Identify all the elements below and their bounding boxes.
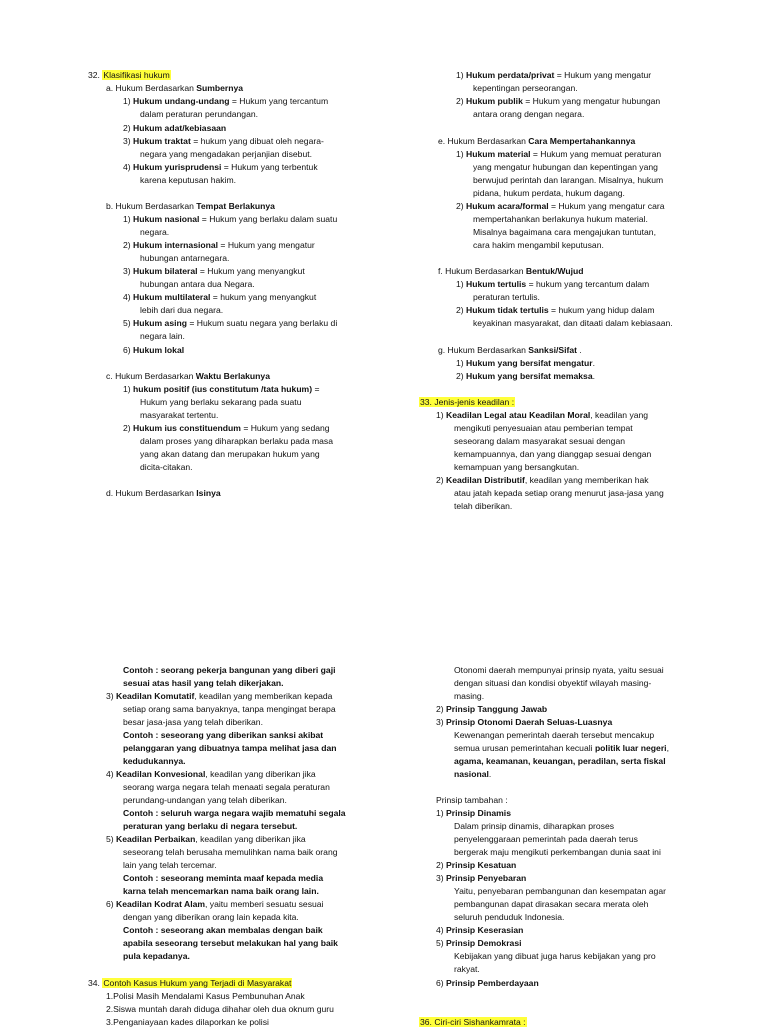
text-line [456,148,661,160]
bold-term: Contoh : seseorang yang diberikan sanksi akibat [123,730,324,740]
bold-term: Hukum tidak tertulis [466,305,549,315]
text-run: Dalam prinsip dinamis, diharapkan proses [454,821,615,831]
text-run: 3) [436,717,447,727]
text-run: peraturan tertulis. [473,292,540,302]
text-line [473,174,663,186]
text-line [473,82,578,94]
text-run: 5) [436,938,447,948]
text-run: 5) [106,834,117,844]
text-run: seseorang telah berusaha memulihkan nama baik orang [123,847,338,857]
highlighted-heading: Klasifikasi hukum [103,70,170,80]
bold-term: Keadilan Komutatif [116,691,195,701]
text-run: masing. [454,691,485,701]
text-run: = Hukum yang mengatur hubungan [522,96,661,106]
text-run: hubungan antara dua Negara. [140,279,255,289]
text-run: 1) [123,214,134,224]
text-run: a. Hukum Berdasarkan [106,83,197,93]
text-run: 2) [123,423,134,433]
text-run: . [577,345,582,355]
text-line [123,716,263,728]
highlighted-heading: 33. Jenis-jenis keadilan : [420,397,515,407]
bold-term: kedudukannya. [123,756,186,766]
text-line [123,422,330,434]
text-line [473,213,648,225]
text-line [454,690,484,702]
text-run: 6) [106,899,117,909]
text-run: penyelenggaraan pemerintah pada daerah terus [454,834,638,844]
text-run: Otonomi daerah mempunyai prinsip nyata, yaitu sesuai [454,665,664,675]
text-line [123,924,323,936]
text-line [123,122,226,134]
text-line [106,487,221,499]
text-line [123,859,217,871]
text-run: g. Hukum Berdasarkan [438,345,529,355]
text-run: Misalnya bagaimana cara mengajukan tuntutan, [473,227,656,237]
text-line [88,69,171,81]
text-line [456,370,595,382]
bold-term: pelanggaran yang dibuatnya tampa melihat jasa dan [123,743,337,753]
text-run: 34. [88,978,103,988]
bold-term: Contoh : seorang pekerja bangunan yang diberi gaji [123,665,336,675]
text-run: 1) [123,384,134,394]
text-run: 1) [456,279,467,289]
text-run: masyarakat tertentu. [140,410,219,420]
text-line [123,703,336,715]
bold-term: Keadilan Kodrat Alam [116,899,206,909]
text-line [454,487,664,499]
text-line [436,937,522,949]
bold-term: peraturan yang berlaku di negara tersebut. [123,821,298,831]
text-line [436,794,508,806]
text-line [123,846,338,858]
text-run: besar jasa-jasa yang telah diberikan. [123,717,263,727]
text-line [123,95,328,107]
text-line [140,148,312,160]
text-run: , keadilan yang [590,410,649,420]
bold-term: Hukum traktat [133,136,191,146]
bold-term: Prinsip Pemberdayaan [446,978,539,988]
highlighted-heading: 36. Ciri-ciri Sishankamrata : [420,1017,526,1027]
bold-term: politik luar negeri [594,743,667,753]
text-line [456,69,651,81]
text-line [454,500,512,512]
bold-term: hukum positif (ius constitutum /tata hukum) [133,384,313,394]
text-run: dengan yang diberikan orang lain kepada kita. [123,912,299,922]
bold-term: nasional [454,769,489,779]
text-line [456,278,649,290]
text-run: rakyat. [454,964,480,974]
text-run: 1) [436,410,447,420]
bold-term: Hukum asing [133,318,187,328]
text-run: e. Hukum Berdasarkan [438,136,529,146]
text-run: negara lain. [140,331,185,341]
text-line [106,898,323,910]
text-line [456,95,660,107]
text-line [436,977,539,989]
text-line [106,1003,334,1015]
text-line [123,742,336,754]
bold-term: Prinsip Dinamis [446,808,511,818]
text-run: 2) [456,96,467,106]
text-line [473,161,658,173]
text-line [123,317,337,329]
text-line [140,226,169,238]
text-line [106,370,270,382]
text-line [454,729,654,741]
bold-term: Hukum material [466,149,531,159]
text-line [454,898,648,910]
bold-term: Hukum undang-undang [133,96,230,106]
bold-term: Hukum multilateral [133,292,211,302]
text-run: negara. [140,227,170,237]
text-run: seseorang dalam masyarakat sesuai dengan [454,436,626,446]
text-line [140,396,301,408]
text-run: dalam proses yang diharapkan berlaku pada masa [140,436,334,446]
text-run: Kewenangan pemerintah daerah tersebut mencakup [454,730,655,740]
text-line [106,82,243,94]
text-run: karena keputusan hakim. [140,175,237,185]
text-line [140,435,333,447]
text-line [436,716,612,728]
text-line [123,135,324,147]
text-line [123,344,184,356]
text-run: 1) [456,358,467,368]
text-line [106,690,332,702]
text-run: dengan situasi dan kondisi obyektif wilayah masing- [454,678,652,688]
highlighted-heading: Contoh Kasus Hukum yang Terjadi di Masyarakat [103,978,292,988]
text-line [419,1016,527,1028]
text-run: 4) [436,925,447,935]
text-line [473,291,540,303]
bold-term: Prinsip Demokrasi [446,938,522,948]
text-run: 2) [123,123,134,133]
bold-term: Bentuk/Wujud [525,266,584,276]
text-run: b. Hukum Berdasarkan [106,201,197,211]
text-run: yang mengatur hubungan dan kepentingan yang [473,162,658,172]
text-line [454,448,651,460]
text-run: f. Hukum Berdasarkan [438,266,526,276]
text-line [454,963,480,975]
text-run: seorang warga negara telah menaati segala peraturan [123,782,330,792]
text-run: = Hukum yang memuat peraturan [530,149,662,159]
text-run: lain yang telah tercemar. [123,860,217,870]
text-run: , keadilan yang diberikan jika [195,834,306,844]
text-run: 1) [456,70,467,80]
text-run: Yaitu, penyebaran pembangunan dan kesempatan agar [454,886,666,896]
text-line [438,265,584,277]
bold-term: Hukum ius constituendum [133,423,241,433]
text-line [438,344,582,356]
text-run: 1) [436,808,447,818]
bold-term: Prinsip Otonomi Daerah Seluas-Luasnya [446,717,613,727]
bold-term: Hukum perdata/privat [466,70,555,80]
text-run: = Hukum yang menyangkut [197,266,305,276]
text-run: , keadilan yang diberikan jika [205,769,316,779]
text-line [106,1016,269,1028]
bold-term: sesuai atas hasil yang telah dikerjakan. [123,678,284,688]
text-run: Hukum yang berlaku sekarang pada suatu [140,397,302,407]
bold-term: Hukum bilateral [133,266,198,276]
text-run: 2) [456,201,467,211]
text-run: d. Hukum Berdasarkan [106,488,197,498]
bold-term: Cara Mempertahankannya [528,136,636,146]
text-line [454,885,666,897]
text-line [454,768,491,780]
text-run: 2) [123,240,134,250]
bold-term: pula kepadanya. [123,951,190,961]
text-run: = Hukum yang terbentuk [221,162,318,172]
text-run: hubungan antarnegara. [140,253,230,263]
text-run: 2) [456,305,467,315]
text-line [436,409,648,421]
text-run: 1.Polisi Masih Mendalami Kasus Pembunuhan Anak [106,991,305,1001]
text-line [123,664,336,676]
text-line [454,950,656,962]
text-run: = hukum yang hidup dalam [548,305,655,315]
text-run: mengikuti penyesuaian atau pemberian tempat [454,423,633,433]
text-line [123,729,323,741]
text-line [123,239,315,251]
text-run: 5) [123,318,134,328]
text-line [123,213,337,225]
text-line [106,990,305,1002]
text-run: 2.Siswa muntah darah diduga dihahar oleh dua oknum guru [106,1004,334,1014]
text-run: = Hukum yang sedang [240,423,330,433]
text-line [454,846,661,858]
text-line [88,977,292,989]
bold-term: Hukum internasional [133,240,219,250]
text-run: atau jatah kepada setiap orang menurut jasa-jasa yang [454,488,664,498]
text-run: . [592,371,595,381]
text-line [123,265,305,277]
text-line [436,924,523,936]
bold-term: Contoh : seseorang akan membalas dengan baik [123,925,323,935]
text-line [123,911,299,923]
text-run: = Hukum yang mengatur [218,240,315,250]
text-run: antara orang dengan negara. [473,109,585,119]
text-line [436,703,547,715]
text-line [123,291,316,303]
bold-term: Hukum publik [466,96,523,106]
text-line [123,383,319,395]
text-run: , [666,743,669,753]
text-line [436,807,511,819]
text-run: 3) [123,266,134,276]
text-line [140,278,255,290]
text-run: cara hakim mengambil keputusan. [473,240,604,250]
text-run: = Hukum yang tercantum [229,96,329,106]
text-line [123,807,346,819]
text-run: = Hukum suatu negara yang berlaku di [187,318,338,328]
text-run: 3) [106,691,117,701]
text-run: = Hukum yang mengatur cara [548,201,665,211]
bold-term: Hukum nasional [133,214,200,224]
bold-term: karna telah mencemarkan nama baik orang lain. [123,886,319,896]
text-line [140,252,229,264]
text-run: 32. [88,70,103,80]
bold-term: Waktu Berlakunya [195,371,270,381]
text-line [454,422,633,434]
text-line [123,950,190,962]
text-run: = Hukum yang mengatur [554,70,652,80]
bold-term: Tempat Berlakunya [196,201,275,211]
bold-term: Contoh : seluruh warga negara wajib mematuhi segala [123,808,346,818]
text-line [454,755,666,767]
text-run: dalam peraturan perundangan. [140,109,259,119]
text-run: Kebijakan yang dibuat juga harus kebijakan yang pro [454,951,656,961]
text-run: . [592,358,595,368]
text-line [438,135,635,147]
text-line [106,200,275,212]
bold-term: apabila seseorang tersebut melakukan hal yang baik [123,938,338,948]
text-line [140,174,236,186]
bold-term: Hukum lokal [133,345,185,355]
bold-term: Keadilan Perbaikan [116,834,196,844]
text-line [123,820,297,832]
text-run: setiap orang sama banyaknya, tanpa mengingat berapa [123,704,336,714]
text-run: 3) [123,136,134,146]
text-line [140,448,320,460]
text-run: c. Hukum Berdasarkan [106,371,196,381]
text-run: negara yang mengadakan perjanjian disebut. [140,149,313,159]
text-line [454,820,614,832]
text-run: seluruh penduduk Indonesia. [454,912,565,922]
bold-term: Keadilan Distributif [446,475,525,485]
text-run: = hukum yang dibuat oleh negara- [190,136,324,146]
text-line [436,872,526,884]
text-line [123,937,338,949]
text-run: kepentingan perseorangan. [473,83,578,93]
text-run: , keadilan yang memberikan hak [524,475,649,485]
text-line [106,768,316,780]
text-line [140,461,193,473]
text-line [123,885,319,897]
text-run: dicita-citakan. [140,462,193,472]
text-line [436,859,516,871]
text-run: Prinsip tambahan : [436,795,508,805]
bold-term: Prinsip Kesatuan [446,860,517,870]
bold-term: Hukum acara/formal [466,201,549,211]
text-run: 2) [436,704,447,714]
text-run: bergerak maju mengikuti perkembangan dunia saat ini [454,847,661,857]
text-line [123,161,318,173]
text-run: 4) [106,769,117,779]
bold-term: Sanksi/Sifat [528,345,577,355]
text-line [123,872,323,884]
text-run: 1) [123,96,134,106]
bold-term: Keadilan Legal atau Keadilan Moral [446,410,591,420]
bold-term: Hukum yang bersifat memaksa [466,371,593,381]
bold-term: Hukum tertulis [466,279,527,289]
text-line [140,108,258,120]
text-run: 6) [436,978,447,988]
text-line [454,677,651,689]
text-run: perundang-undangan yang telah diberikan. [123,795,287,805]
text-line [456,200,665,212]
text-run: berwujud perintah dan larangan. Misalnya, hukum [473,175,664,185]
text-run: 3) [436,873,447,883]
text-line [473,108,584,120]
text-line [419,396,515,408]
bold-term: Prinsip Keserasian [446,925,524,935]
text-run: = Hukum yang berlaku dalam suatu [199,214,338,224]
text-line [454,833,638,845]
text-run: . [488,769,492,779]
text-run: 3.Penganiayaan kades dilaporkan ke polisi [106,1017,269,1027]
text-run: , yaitu memberi sesuatu sesuai [205,899,324,909]
text-run: 2) [436,860,447,870]
bold-term: Prinsip Penyebaran [446,873,527,883]
text-line [106,833,306,845]
text-run: 1) [456,149,467,159]
bold-term: Contoh : seseorang meminta maaf kepada media [123,873,324,883]
text-run: = [312,384,320,394]
text-run: pidana, hukum perdata, hukum dagang. [473,188,625,198]
text-run: 2) [436,475,447,485]
text-line [473,226,656,238]
text-run: lebih dari dua negara. [140,305,224,315]
text-run: keyakinan masyarakat, dan ditaati dalam kebiasaan. [473,318,673,328]
text-line [456,304,654,316]
text-line [123,781,330,793]
text-run: telah diberikan. [454,501,513,511]
text-line [454,435,625,447]
text-run: , keadilan yang memberikan kepada [194,691,333,701]
bold-term: Isinya [196,488,221,498]
text-line [454,911,564,923]
text-line [436,474,649,486]
bold-term: Prinsip Tanggung Jawab [446,704,548,714]
text-line [454,461,579,473]
text-run: kemampuan yang bersangkutan. [454,462,580,472]
text-line [123,677,284,689]
text-line [473,239,604,251]
text-line [140,330,185,342]
text-run: 4) [123,292,134,302]
text-line [454,742,669,754]
bold-term: Sumbernya [196,83,244,93]
text-line [456,357,595,369]
text-run: kemampuannya, dan yang dianggap sesuai dengan [454,449,652,459]
text-run: = hukum yang tercantum dalam [526,279,650,289]
text-run: = hukum yang menyangkut [210,292,317,302]
bold-term: Hukum yurisprudensi [133,162,222,172]
text-run: semua urusan pemerintahan kecuali [454,743,595,753]
text-run: 4) [123,162,134,172]
bold-term: Hukum yang bersifat mengatur [466,358,593,368]
bold-term: Keadilan Konvesional [116,769,206,779]
text-run: 2) [456,371,467,381]
text-run: yang akan datang dan merupakan hukum yang [140,449,320,459]
text-run: mempertahankan berlakunya hukum material. [473,214,648,224]
text-line [123,755,186,767]
text-line [140,304,223,316]
text-run: 6) [123,345,134,355]
bold-term: Hukum adat/kebiasaan [133,123,227,133]
text-line [454,664,664,676]
text-line [140,409,218,421]
bold-term: agama, keamanan, keuangan, peradilan, serta fiskal [454,756,666,766]
text-run: pembangunan dapat dirasakan secara merata oleh [454,899,649,909]
text-line [473,187,625,199]
text-line [473,317,673,329]
text-line [123,794,287,806]
